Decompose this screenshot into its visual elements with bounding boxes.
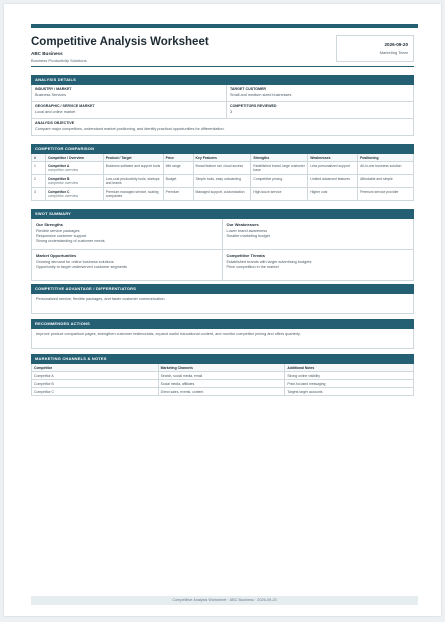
competitor-cell: Competitor C <box>32 388 159 396</box>
product-cell: Premium managed service, scaling companies <box>103 188 163 201</box>
competitor-cell <box>45 162 103 175</box>
competitor-name: Competitor B <box>47 176 70 181</box>
prepared-by: Marketing Team <box>379 50 408 55</box>
column-header: Price <box>163 154 193 162</box>
company-name: ABC Business <box>31 51 63 56</box>
notes-cell: Strong online visibility <box>285 372 414 380</box>
section-heading: ANALYSIS DETAILS <box>31 75 414 85</box>
swot-line: Flexible service packages <box>36 229 80 233</box>
price-cell: Budget <box>163 175 193 188</box>
channels-cell: Direct sales, events, content <box>158 388 285 396</box>
features-cell: Broad feature set, cloud access <box>193 162 251 175</box>
table-header-row <box>32 364 414 372</box>
competitor-cell <box>45 188 103 201</box>
swot-opportunities <box>31 250 223 281</box>
weaknesses-cell: Limited advanced features <box>308 175 358 188</box>
channels-cell: Social media, affiliates <box>158 380 285 388</box>
geo-label: GEOGRAPHIC / SERVICE MARKET <box>35 104 95 108</box>
column-header: Positioning <box>358 154 414 162</box>
product-cell: Business software and support tools <box>103 162 163 175</box>
report-date: 2026-09-20 <box>384 42 408 47</box>
strengths-cell: High-touch service <box>251 188 308 201</box>
actions-text: Improve product comparison pages, strengthen customer testimonials, expand useful educational content, and monitor competitor pricing and offers quarterly. <box>31 329 414 349</box>
swot-line: Strong understanding of customer needs <box>36 239 105 243</box>
page-title: Competitive Analysis Worksheet <box>31 36 209 48</box>
analysis-details-section <box>31 75 414 136</box>
column-header: # <box>32 154 46 162</box>
competitor-name: Competitor A <box>47 163 70 168</box>
column-header: Product / Target <box>103 154 163 162</box>
company-subtitle: Business Productivity Solutions <box>31 58 87 63</box>
competitors-label: COMPETITORS REVIEWED <box>230 104 277 108</box>
target-cell <box>227 85 414 102</box>
swot-line: Smaller marketing budget <box>226 234 270 238</box>
column-header: Strengths <box>251 154 308 162</box>
table-row <box>32 388 414 396</box>
competitor-comparison-section <box>31 144 414 201</box>
actions-section <box>31 319 414 349</box>
section-heading: COMPETITIVE ADVANTAGE / DIFFERENTIATORS <box>31 284 414 294</box>
positioning-cell: All-in-one business solution <box>358 162 414 175</box>
swot-line: Price competition in the market <box>226 265 279 269</box>
section-heading: SWOT SUMMARY <box>31 209 414 219</box>
swot-line: Responsive customer support <box>36 234 87 238</box>
competitors-cell <box>227 102 414 119</box>
channels-section <box>31 354 414 396</box>
competitor-desc: competitor overview <box>47 180 79 185</box>
swot-line: Established brands with larger advertising budgets <box>226 260 312 264</box>
geo-cell <box>31 102 227 119</box>
competitor-cell: Competitor B <box>32 380 159 388</box>
channels-cell: Search, social media, email <box>158 372 285 380</box>
page-footer: Competitive Analysis Worksheet · ABC Business · 2026-09-20 <box>31 596 418 605</box>
positioning-cell: Premium service provider <box>358 188 414 201</box>
competitor-cell <box>45 175 103 188</box>
column-header: Marketing Channels <box>158 364 285 372</box>
column-header: Additional Notes <box>285 364 414 372</box>
column-header: Weaknesses <box>308 154 358 162</box>
competitor-desc: competitor overview <box>47 167 79 172</box>
column-header: Key Features <box>193 154 251 162</box>
top-accent-bar <box>31 24 418 28</box>
swot-line: Growing demand for online business solutions <box>36 260 114 264</box>
advantage-text: Personalized service, flexible packages, and faster customer communication. <box>31 294 414 314</box>
notes-cell: Price-focused messaging <box>285 380 414 388</box>
swot-strengths <box>31 219 223 250</box>
objective-label: ANALYSIS OBJECTIVE <box>35 121 75 125</box>
swot-threats <box>223 250 415 281</box>
header-divider <box>31 66 414 67</box>
section-heading: RECOMMENDED ACTIONS <box>31 319 414 329</box>
row-number: 2 <box>32 175 46 188</box>
objective-cell <box>31 119 414 136</box>
features-cell: Managed support, customization <box>193 188 251 201</box>
strengths-cell: Established brand, large customer base <box>251 162 308 175</box>
competitor-desc: competitor overview <box>47 193 79 198</box>
price-cell: Premium <box>163 188 193 201</box>
table-row <box>32 372 414 380</box>
advantage-section <box>31 284 414 314</box>
objective-value: Compare major competitors, understand market positioning, and identify practical opportunities for differentiation. <box>35 127 225 131</box>
geo-value: Local and online market <box>35 110 76 114</box>
weaknesses-cell: Less personalized support <box>308 162 358 175</box>
weaknesses-cell: Higher cost <box>308 188 358 201</box>
swot-strengths-title: Our Strengths <box>36 222 63 227</box>
channels-table <box>31 364 414 396</box>
notes-cell: Targets larger accounts <box>285 388 414 396</box>
features-cell: Simple tools, easy onboarding <box>193 175 251 188</box>
price-cell: Mid range <box>163 162 193 175</box>
column-header: Competitor / Overview <box>45 154 103 162</box>
swot-opportunities-title: Market Opportunities <box>36 253 77 258</box>
date-box <box>336 35 414 62</box>
swot-weaknesses <box>223 219 415 250</box>
product-cell: Low-cost productivity tools, startups and teams <box>103 175 163 188</box>
swot-line: Lower brand awareness <box>226 229 268 233</box>
target-value: Small and medium sized businesses <box>230 93 292 97</box>
positioning-cell: Affordable and simple <box>358 175 414 188</box>
swot-line: Opportunity to target underserved customer segments <box>36 265 127 269</box>
row-number: 3 <box>32 188 46 201</box>
section-heading: MARKETING CHANNELS & NOTES <box>31 354 414 364</box>
competitor-name: Competitor C <box>47 189 70 194</box>
section-heading: COMPETITOR COMPARISON <box>31 144 414 154</box>
table-row <box>32 380 414 388</box>
row-number: 1 <box>32 162 46 175</box>
swot-section <box>31 209 414 281</box>
industry-value: Business Services <box>35 93 67 97</box>
competitor-cell: Competitor A <box>32 372 159 380</box>
swot-weaknesses-title: Our Weaknesses <box>226 222 259 227</box>
table-row <box>32 162 414 175</box>
competitors-value: 3 <box>230 110 233 114</box>
swot-threats-title: Competitive Threats <box>226 253 265 258</box>
comparison-table <box>31 154 414 201</box>
worksheet-page <box>4 4 441 616</box>
strengths-cell: Competitive pricing <box>251 175 308 188</box>
table-row <box>32 188 414 201</box>
table-row <box>32 175 414 188</box>
industry-label: INDUSTRY / MARKET <box>35 87 72 91</box>
industry-cell <box>31 85 227 102</box>
column-header: Competitor <box>32 364 159 372</box>
target-label: TARGET CUSTOMER <box>230 87 267 91</box>
table-header-row <box>32 154 414 162</box>
